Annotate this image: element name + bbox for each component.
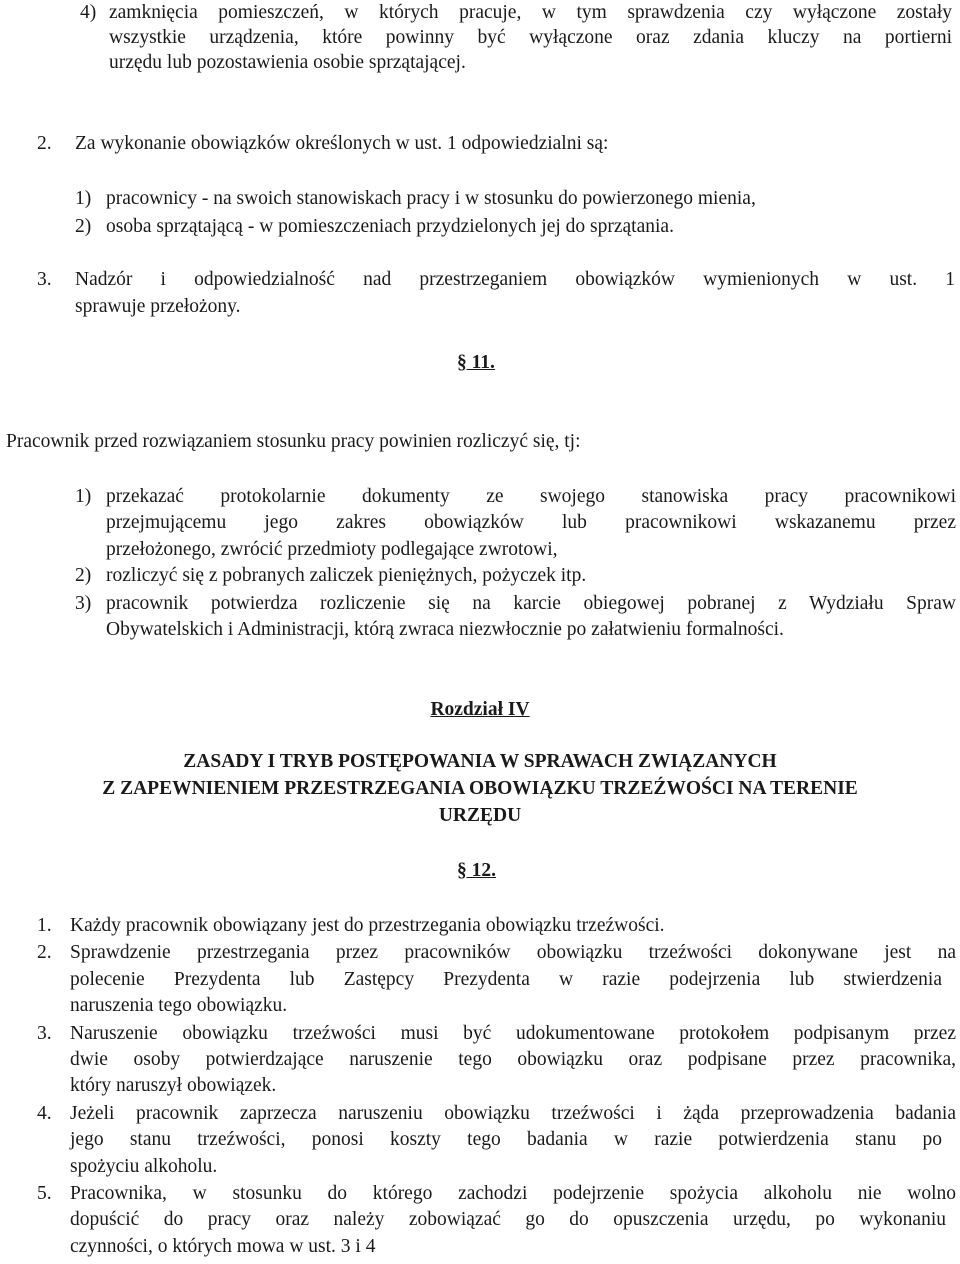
paragraph-line: Nadzór i odpowiedzialność nad przestrzeganiem obowiązków wymienionych w ust. 1 <box>75 269 955 290</box>
list-item-line: spożyciu alkoholu. <box>70 1156 218 1177</box>
list-item-number: 1) <box>75 188 92 209</box>
list-item-line: czynności, o których mowa w ust. 3 i 4 <box>70 1236 376 1257</box>
chapter-title-line: ZASADY I TRYB POSTĘPOWANIA W SPRAWACH ZWIĄZANYCH <box>183 751 777 772</box>
list-item-line: który naruszył obowiązek. <box>70 1075 277 1096</box>
list-item-line: pracownik potwierdza rozliczenie się na karcie obiegowej pobranej z Wydziału Spraw <box>106 593 956 614</box>
paragraph-number: 2. <box>37 133 52 154</box>
section-heading: § 11. <box>457 352 495 373</box>
paragraph-text: Za wykonanie obowiązków określonych w ust. 1 odpowiedzialni są: <box>75 133 609 154</box>
list-item-line: zamknięcia pomieszczeń, w których pracuje, w tym sprawdzenia czy wyłączone zostały <box>109 2 952 23</box>
list-item-line: przełożonego, zwrócić przedmioty podlegające zwrotowi, <box>106 539 558 560</box>
section-intro: Pracownik przed rozwiązaniem stosunku pracy powinien rozliczyć się, tj: <box>6 431 581 452</box>
list-item-line: Sprawdzenie przestrzegania przez pracowników obowiązku trzeźwości dokonywane jest na <box>70 942 956 963</box>
chapter-title-line: URZĘDU <box>438 805 522 826</box>
list-item-number: 1) <box>75 486 92 507</box>
list-item-line: Pracownika, w stosunku do którego zachodzi podejrzenie spożycia alkoholu nie wolno <box>70 1183 956 1204</box>
list-item-number: 4. <box>37 1103 52 1124</box>
chapter-title-line: Z ZAPEWNIENIEM PRZESTRZEGANIA OBOWIĄZKU TRZEŹWOŚCI NA TERENIE <box>102 778 858 799</box>
paragraph-number: 3. <box>37 269 52 290</box>
list-item-number: 2) <box>75 216 92 237</box>
list-item-line: naruszenia tego obowiązku. <box>70 995 288 1016</box>
list-item-line: polecenie Prezydenta lub Zastępcy Prezydenta w razie podejrzenia lub stwierdzenia <box>70 969 942 990</box>
list-item-line: dopuścić do pracy oraz należy zobowiązać go do opuszczenia urzędu, po wykonaniu <box>70 1209 946 1230</box>
paragraph-line: sprawuje przełożony. <box>75 296 241 317</box>
section-heading: § 12. <box>457 860 496 881</box>
list-item-line: przejmującemu jego zakres obowiązków lub pracownikowi wskazanemu przez <box>106 512 956 533</box>
list-item-line: jego stanu trzeźwości, ponosi koszty tego badania w razie potwierdzenia stanu po <box>70 1129 942 1150</box>
list-item-number: 4) <box>80 2 97 23</box>
list-item-line: wszystkie urządzenia, które powinny być wyłączone oraz zdania kluczy na portierni <box>109 27 952 48</box>
list-item-line: urzędu lub pozostawienia osobie sprzątającej. <box>109 52 466 73</box>
list-item-number: 2. <box>37 942 52 963</box>
list-item-line: Obywatelskich i Administracji, którą zwraca niezwłocznie po załatwieniu formalności. <box>106 619 784 640</box>
chapter-label: Rozdział IV <box>430 699 530 720</box>
list-item-number: 5. <box>37 1183 52 1204</box>
list-item-line: rozliczyć się z pobranych zaliczek pieniężnych, pożyczek itp. <box>106 565 587 586</box>
list-item-line: Naruszenie obowiązku trzeźwości musi być udokumentowane protokołem podpisanym przez <box>70 1023 956 1044</box>
list-item-line: przekazać protokolarnie dokumenty ze swojego stanowiska pracy pracownikowi <box>106 486 956 507</box>
list-item-text: osoba sprzątającą - w pomieszczeniach przydzielonych jej do sprzątania. <box>106 216 674 237</box>
list-item-line: Jeżeli pracownik zaprzecza naruszeniu obowiązku trzeźwości i żąda przeprowadzenia badania <box>70 1103 956 1124</box>
list-item-number: 2) <box>75 565 92 586</box>
list-item-text: pracownicy - na swoich stanowiskach pracy i w stosunku do powierzonego mienia, <box>106 188 756 209</box>
list-item-number: 1. <box>37 915 52 936</box>
list-item-line: Każdy pracownik obowiązany jest do przestrzegania obowiązku trzeźwości. <box>70 915 665 936</box>
list-item-number: 3. <box>37 1023 52 1044</box>
list-item-number: 3) <box>75 593 92 614</box>
list-item-line: dwie osoby potwierdzające naruszenie tego obowiązku oraz podpisane przez pracownika, <box>70 1049 956 1070</box>
